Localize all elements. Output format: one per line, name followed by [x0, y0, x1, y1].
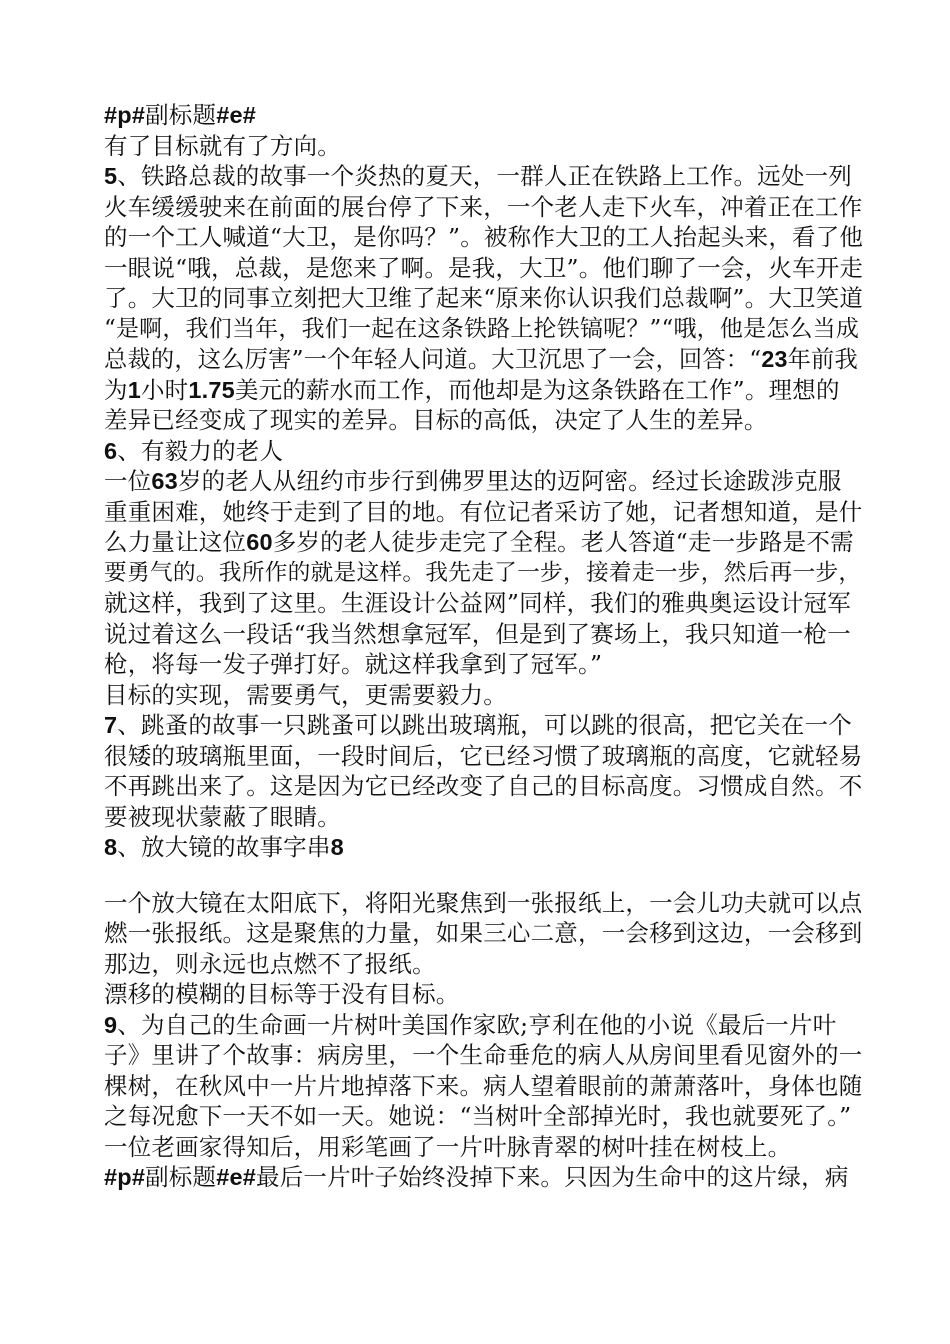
line-text: 不再跳出来了。这是因为它已经改变了自己的目标高度。习惯成自然。不	[104, 772, 863, 800]
subtitle-marker-end: #e#	[216, 102, 257, 128]
line-text: 目标的实现，需要勇气，更需要毅力。	[104, 680, 507, 709]
text-line	[104, 1101, 864, 1132]
line-text: 、为自己的生命画一片树叶美国作家欧;亨利在他的小说《最后一片叶	[117, 1010, 837, 1039]
line-text: 很矮的玻璃瓶里面，一段时间后，它已经习惯了玻璃瓶的高度，它就轻易	[104, 741, 863, 770]
subtitle-label: 副标题	[145, 1163, 217, 1191]
text-line	[104, 222, 864, 253]
text-line	[104, 918, 864, 949]
line-text: 枪，将每一发子弹打好。就这样我拿到了冠军。”	[104, 650, 603, 678]
subtitle-marker-start: #p#	[104, 102, 146, 128]
line-text: 、铁路总裁的故事一个炎热的夏天，一群人正在铁路上工作。远处一列	[117, 162, 852, 190]
text-line	[104, 466, 864, 497]
text-line	[104, 710, 864, 741]
line-text: 要被现状蒙蔽了眼睛。	[104, 802, 341, 831]
text-line	[104, 375, 864, 406]
section-number: 7	[104, 712, 118, 738]
text-line	[104, 619, 864, 650]
document-body	[104, 100, 864, 1193]
line-text: 、有毅力的老人	[117, 436, 284, 465]
line-text: 就这样，我到了这里。生涯设计公益网”同样，我们的雅典奥运设计冠军	[104, 589, 851, 617]
text-line	[104, 436, 864, 467]
line-text: 差异已经变成了现实的差异。目标的高低，决定了人生的差异。	[104, 406, 768, 434]
text-line	[104, 344, 864, 375]
text-line	[104, 741, 864, 772]
text-line	[104, 979, 864, 1010]
text-line	[104, 558, 864, 589]
line-text: 漂移的模糊的目标等于没有目标。	[104, 980, 460, 1008]
text-line	[104, 680, 864, 711]
line-text: 之每况愈下一天不如一天。她说：“当树叶全部掉光时，我也就要死了。”	[104, 1102, 852, 1130]
line-text: 重重困难，她终于走到了目的地。有位记者采访了她，记者想知道，是什	[104, 497, 863, 526]
text-line	[104, 1040, 864, 1071]
text-line	[104, 405, 864, 436]
subtitle-marker-end: #e#	[216, 1164, 257, 1190]
text-line	[104, 314, 864, 345]
text-line	[104, 497, 864, 528]
line-text: 一位63岁的老人从纽约市步行到佛罗里达的迈阿密。经过长途跋涉克服	[104, 467, 842, 495]
text-line	[104, 131, 864, 162]
text-line	[104, 192, 864, 223]
line-text: 一位老画家得知后，用彩笔画了一片叶脉青翠的树叶挂在树枝上。	[104, 1132, 792, 1161]
text-line	[104, 588, 864, 619]
text-line	[104, 100, 864, 131]
line-text: 一个放大镜在太阳底下，将阳光聚焦到一张报纸上，一会儿功夫就可以点	[104, 888, 863, 917]
section-number: 6	[104, 437, 118, 464]
text-line	[104, 253, 864, 284]
line-text: 火车缓缓驶来在前面的展台停了下来，一个老人走下火车，冲着正在工作	[104, 192, 863, 221]
line-text: 棵树，在秋风中一片片地掉落下来。病人望着眼前的萧萧落叶，身体也随	[104, 1071, 863, 1100]
line-text: 最后一片叶子始终没掉下来。只因为生命中的这片绿，病	[256, 1163, 849, 1191]
text-line	[104, 1132, 864, 1163]
line-text: 了。大卫的同事立刻把大卫维了起来“原来你认识我们总裁啊”。大卫笑道	[104, 284, 864, 312]
line-text: 、放大镜的故事字串8	[117, 833, 344, 861]
line-text: “是啊，我们当年，我们一起在这条铁路上抡铁镐呢？”“哦，他是怎么当成	[104, 315, 860, 342]
subtitle-label: 副标题	[145, 101, 217, 129]
line-text: 那边，则永远也点燃不了报纸。	[104, 949, 436, 978]
subtitle-marker-start: #p#	[104, 1164, 146, 1190]
section-number: 8	[104, 834, 118, 860]
line-text: 么力量让这位60多岁的老人徒步走完了全程。老人答道“走一步路是不需	[104, 528, 854, 556]
text-line	[104, 283, 864, 314]
section-number: 5	[104, 163, 118, 189]
line-text: 一眼说“哦，总裁，是您来了啊。是我，大卫”。他们聊了一会，火车开走	[104, 253, 864, 282]
line-text: 总裁的，这么厉害”一个年轻人问道。大卫沉思了一会，回答：“23年前我	[104, 346, 858, 373]
text-line	[104, 771, 864, 802]
line-text: 、跳蚤的故事一只跳蚤可以跳出玻璃瓶，可以跳的很高，把它关在一个	[117, 711, 852, 739]
line-text: 燃一张报纸。这是聚焦的力量，如果三心二意，一会移到这边，一会移到	[104, 919, 863, 947]
text-line	[104, 1071, 864, 1102]
line-text: 的一个工人喊道“大卫，是你吗？”。被称作大卫的工人抬起头来，看了他	[104, 223, 864, 251]
text-line	[104, 802, 864, 833]
text-line	[104, 527, 864, 558]
line-text: 有了目标就有了方向。	[104, 131, 341, 160]
text-line	[104, 888, 864, 919]
text-line	[104, 1162, 864, 1193]
text-line	[104, 832, 864, 863]
text-line	[104, 1010, 864, 1041]
line-text: 为1小时1.75美元的薪水而工作，而他却是为这条铁路在工作”。理想的	[104, 375, 840, 404]
text-line	[104, 161, 864, 192]
line-text: 说过着这么一段话“我当然想拿冠军，但是到了赛场上，我只知道一枪一	[104, 619, 851, 648]
paragraph-gap	[104, 863, 864, 888]
section-number: 9	[104, 1011, 118, 1038]
text-line	[104, 649, 864, 680]
line-text: 子》里讲了个故事：病房里，一个生命垂危的病人从房间里看见窗外的一	[104, 1041, 863, 1069]
text-line	[104, 949, 864, 980]
line-text: 要勇气的。我所作的就是这样。我先走了一步，接着走一步，然后再一步，	[104, 559, 862, 586]
